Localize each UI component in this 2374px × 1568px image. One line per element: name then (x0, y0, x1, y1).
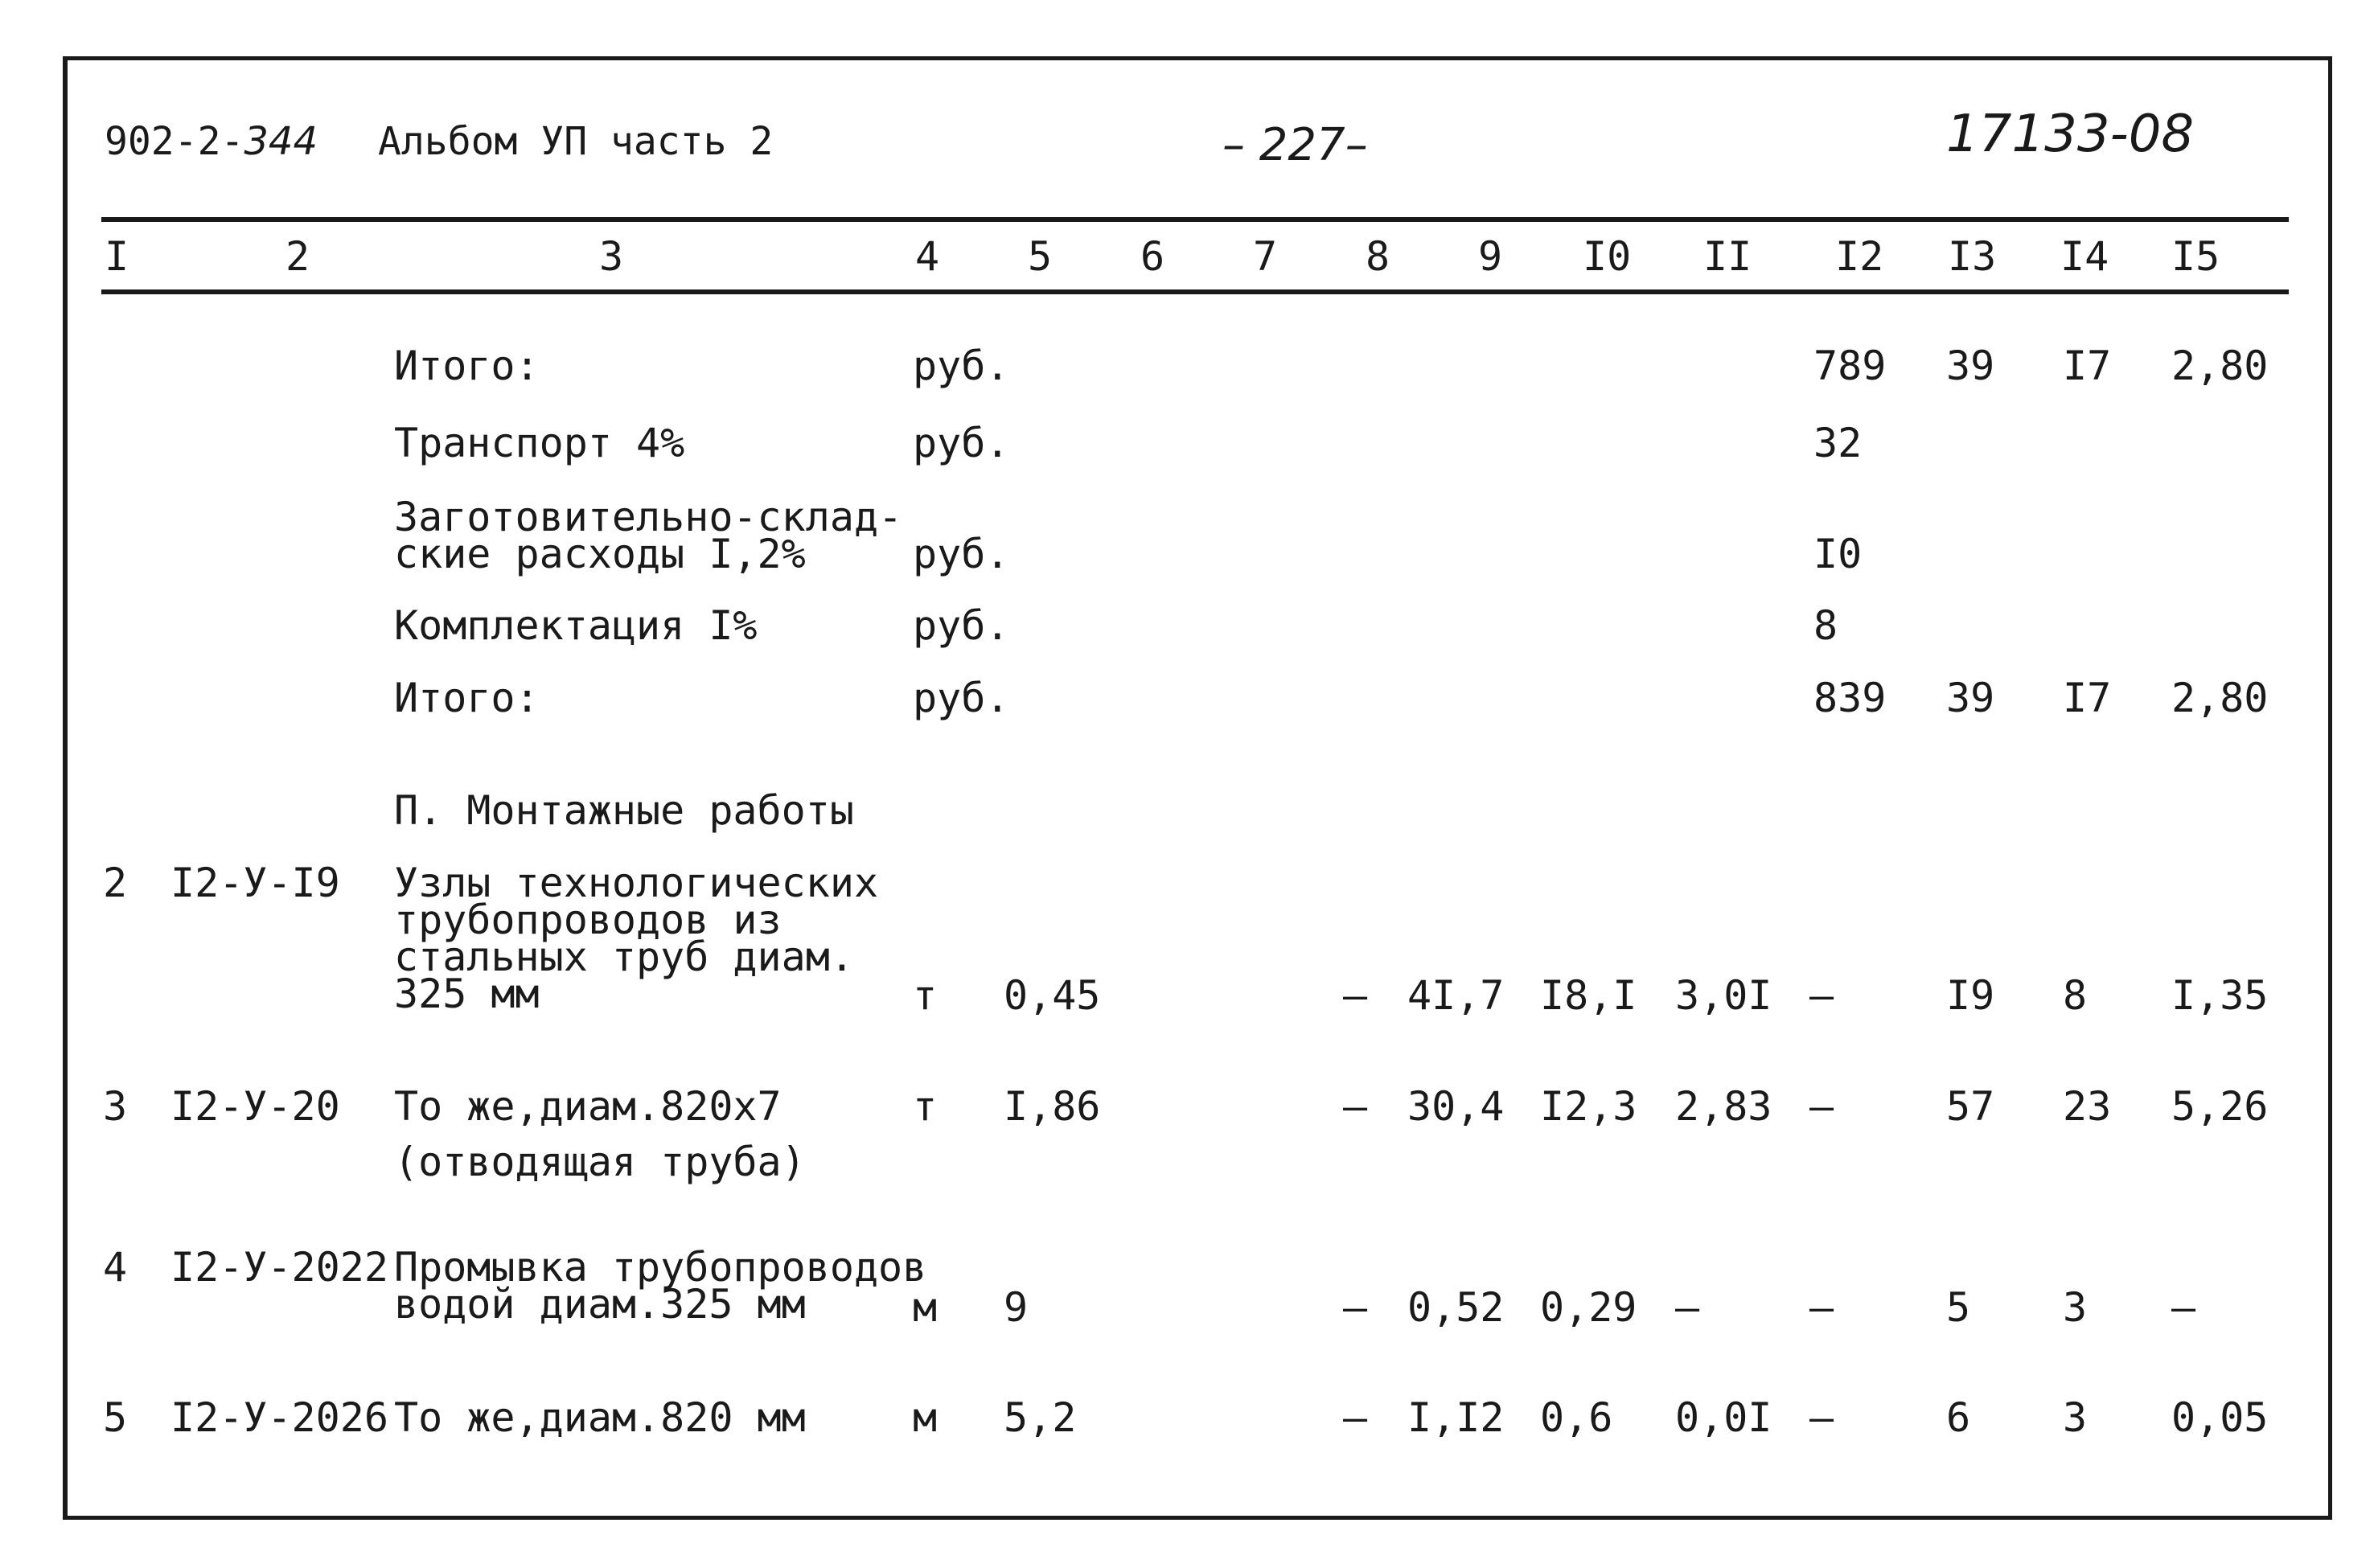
cell-col12: 789 (1813, 343, 1887, 389)
row-unit: руб. (913, 602, 1010, 649)
column-number: I (105, 233, 129, 280)
cell-col10: 0,29 (1540, 1284, 1637, 1331)
row-description-note: (отводящая труба) (394, 1139, 806, 1185)
album-title: Альбом УП часть 2 (378, 119, 774, 164)
cell-col14: 8 (2063, 972, 2088, 1019)
row-description: То же,диам.820 мм (394, 1394, 806, 1441)
column-number: II (1703, 233, 1752, 280)
row-code: I2-У-2022 (170, 1244, 388, 1291)
cell-col13: 5 (1946, 1284, 1971, 1331)
column-number: I3 (1948, 233, 1997, 280)
cell-col8: – (1343, 972, 1368, 1019)
row-unit: м (913, 1394, 938, 1441)
cell-col10: I2,3 (1540, 1083, 1637, 1130)
column-number: 7 (1253, 233, 1278, 280)
column-number: 6 (1140, 233, 1165, 280)
cell-col5: 0,45 (1004, 972, 1101, 1019)
cell-col12: 32 (1813, 420, 1863, 466)
cell-col14: 3 (2063, 1394, 2088, 1441)
column-number: I4 (2060, 233, 2109, 280)
cell-col15: 2,80 (2171, 675, 2269, 721)
cell-col11: 0,0I (1675, 1394, 1772, 1441)
column-number: 9 (1478, 233, 1503, 280)
row-description: Узлы технологических трубопроводов из стальных труб диам. 325 мм (394, 860, 879, 1017)
cell-col9: 30,4 (1407, 1083, 1505, 1130)
header-rule-bottom (101, 289, 2289, 294)
row-code: I2-У-20 (170, 1083, 340, 1130)
column-number: 5 (1028, 233, 1053, 280)
cell-col11: 3,0I (1675, 972, 1772, 1019)
row-unit: т (913, 972, 938, 1019)
cell-col14: 3 (2063, 1284, 2088, 1331)
cell-col8: – (1343, 1394, 1368, 1441)
cell-col5: 5,2 (1004, 1394, 1077, 1441)
cell-col15: 2,80 (2171, 343, 2269, 389)
row-description: Транспорт 4% (394, 420, 685, 466)
row-number: 4 (103, 1244, 128, 1291)
row-code: I2-У-I9 (170, 860, 340, 906)
column-number: 8 (1366, 233, 1390, 280)
row-unit: м (913, 1284, 938, 1331)
cell-col12: – (1809, 1083, 1834, 1130)
page-number: – 227– (1222, 119, 1368, 171)
row-unit: руб. (913, 420, 1010, 466)
row-description: Итого: (394, 675, 540, 721)
cell-col14: 23 (2063, 1083, 2112, 1130)
cell-col13: 39 (1946, 343, 1995, 389)
cell-col9: I,I2 (1407, 1394, 1505, 1441)
section-heading: П. Монтажные работы (394, 787, 854, 834)
row-number: 5 (103, 1394, 128, 1441)
cell-col5: 9 (1004, 1284, 1029, 1331)
cell-col15: – (2171, 1284, 2196, 1331)
cell-col11: 2,83 (1675, 1083, 1772, 1130)
row-unit: руб. (913, 343, 1010, 389)
header-rule-top (101, 217, 2289, 222)
document-code: 902-2-344 (105, 119, 318, 164)
cell-col13: 6 (1946, 1394, 1971, 1441)
cell-col12: – (1809, 972, 1834, 1019)
cell-col14: I7 (2063, 675, 2112, 721)
row-unit: руб. (913, 531, 1010, 577)
cell-col13: I9 (1946, 972, 1995, 1019)
row-number: 2 (103, 860, 128, 906)
cell-col11: – (1675, 1284, 1700, 1331)
reference-number: 17133-08 (1946, 105, 2195, 164)
cell-col12: I0 (1813, 531, 1863, 577)
cell-col12: – (1809, 1284, 1834, 1331)
row-code: I2-У-2026 (170, 1394, 388, 1441)
row-description: Итого: (394, 343, 540, 389)
row-description: То же,диам.820х7 (394, 1083, 782, 1130)
cell-col13: 39 (1946, 675, 1995, 721)
cell-col10: 0,6 (1540, 1394, 1613, 1441)
cell-col15: 0,05 (2171, 1394, 2269, 1441)
cell-col8: – (1343, 1284, 1368, 1331)
cell-col12: 8 (1813, 602, 1838, 649)
row-unit: т (913, 1083, 938, 1130)
row-unit: руб. (913, 675, 1010, 721)
cell-col5: I,86 (1004, 1083, 1101, 1130)
cell-col14: I7 (2063, 343, 2112, 389)
cell-col12: – (1809, 1394, 1834, 1441)
cell-col15: I,35 (2171, 972, 2269, 1019)
cell-col12: 839 (1813, 675, 1887, 721)
cell-col8: – (1343, 1083, 1368, 1130)
row-description: Заготовительно-склад- ские расходы I,2% (394, 494, 903, 577)
column-number: I2 (1835, 233, 1884, 280)
column-number: 4 (915, 233, 940, 280)
row-description: Промывка трубопроводов водой диам.325 мм (394, 1244, 927, 1328)
cell-col9: 0,52 (1407, 1284, 1505, 1331)
cell-col10: I8,I (1540, 972, 1637, 1019)
cell-col13: 57 (1946, 1083, 1995, 1130)
row-description: Комплектация I% (394, 602, 758, 649)
column-number: 3 (599, 233, 624, 280)
cell-col9: 4I,7 (1407, 972, 1505, 1019)
row-number: 3 (103, 1083, 128, 1130)
cell-col15: 5,26 (2171, 1083, 2269, 1130)
column-number: I5 (2171, 233, 2220, 280)
column-number: 2 (285, 233, 310, 280)
column-number: I0 (1583, 233, 1632, 280)
